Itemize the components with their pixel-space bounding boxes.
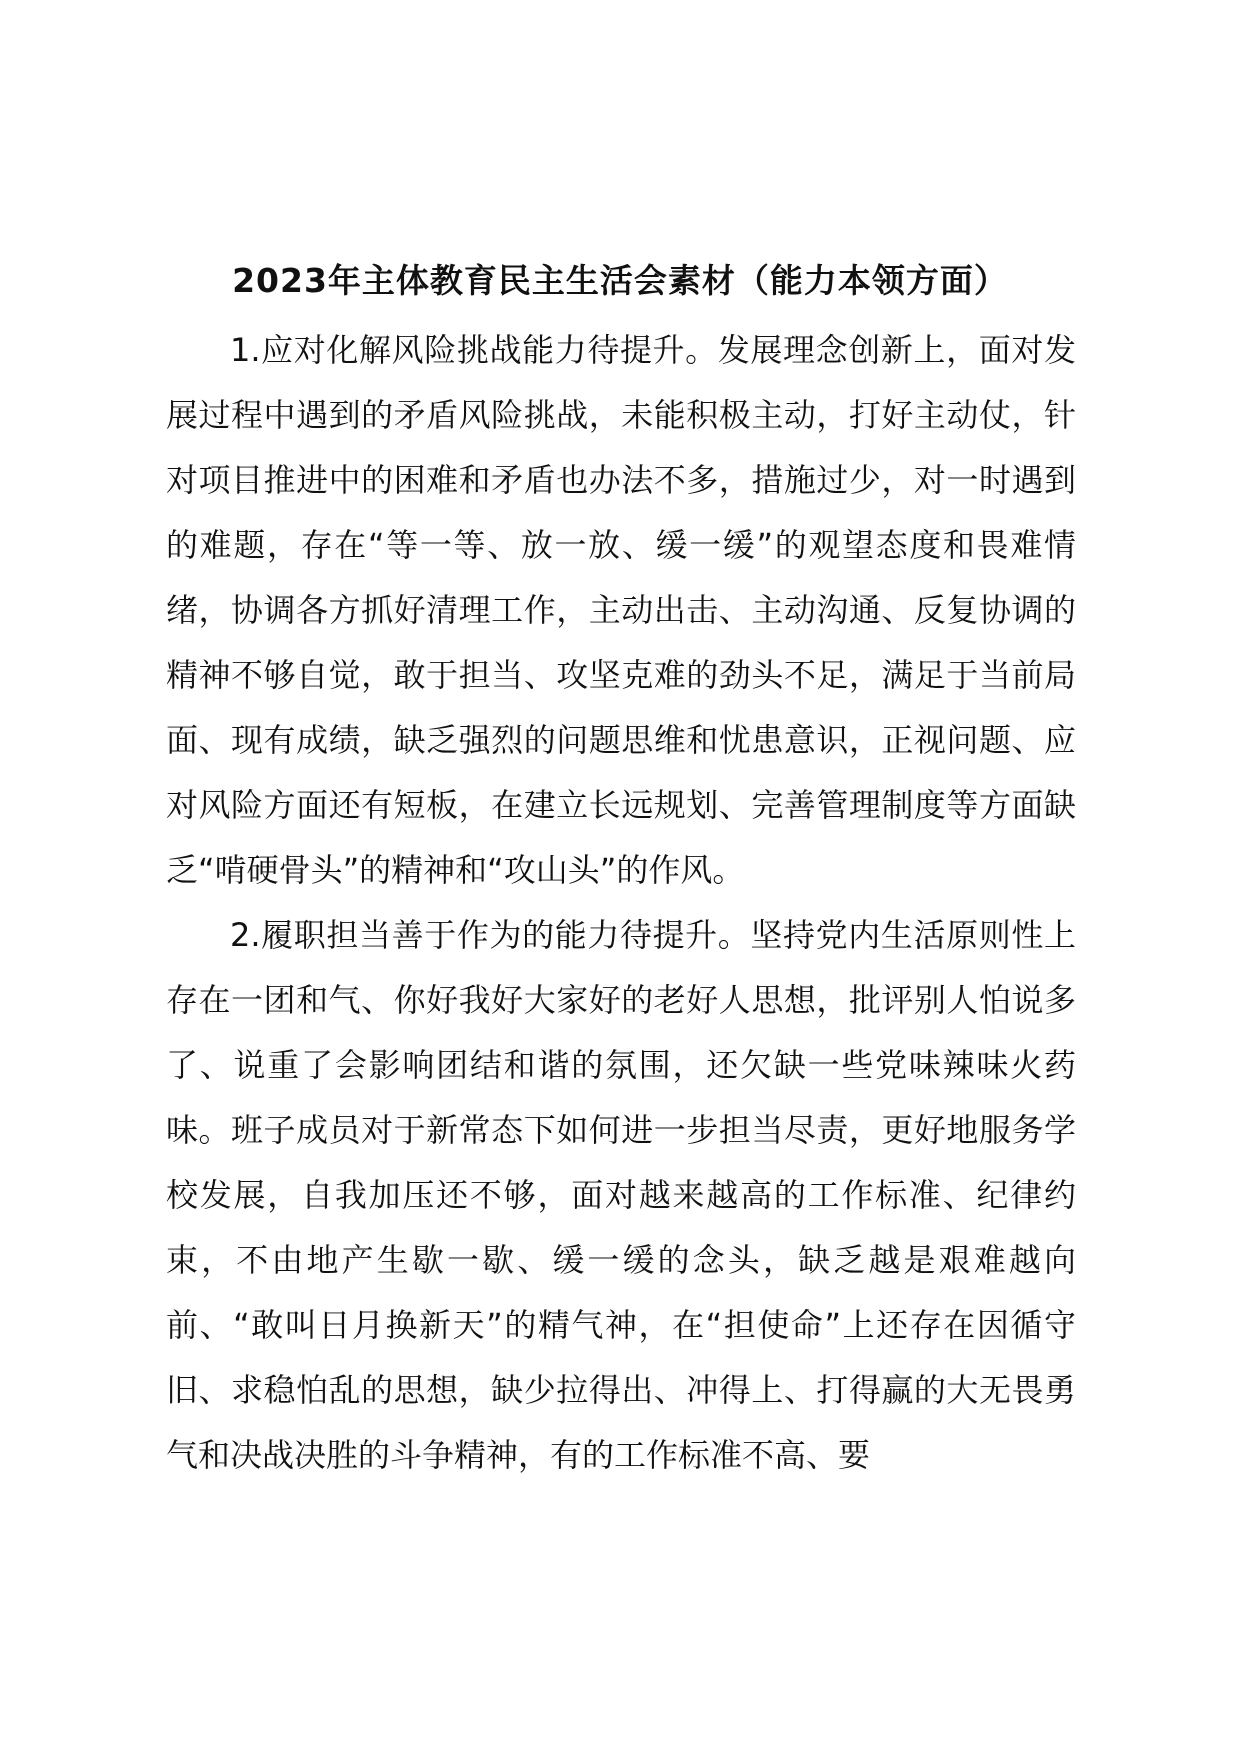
paragraph-2: 2.履职担当善于作为的能力待提升。坚持党内生活原则性上存在一团和气、你好我好大家好的老好人思想，批评别人怕说多了、说重了会影响团结和谐的氛围，还欠缺一些党味辣味火药味。班子成员对于新常态下如何进一步担当尽责，更好地服务学校发展，自我加压还不够，面对越来越高的工作标准、纪律约束，不由地产生歇一歇、缓一缓的念头，缺乏越是艰难越向前、“敢叫日月换新天”的精气神，在“担使命”上还存在因循守旧、求稳怕乱的思想，缺少拉得出、冲得上、打得赢的大无畏勇气和决战决胜的斗争精神，有的工作标准不高、要	[166, 916, 1076, 1474]
document-title: 2023年主体教育民主生活会素材（能力本领方面）	[232, 261, 1008, 300]
paragraph-1: 1.应对化解风险挑战能力待提升。发展理念创新上，面对发展过程中遇到的矛盾风险挑战，未能积极主动，打好主动仗，针对项目推进中的困难和矛盾也办法不多，措施过少，对一时遇到的难题，存在“等一等、放一放、缓一缓”的观望态度和畏难情绪，协调各方抓好清理工作，主动出击、主动沟通、反复协调的精神不够自觉，敢于担当、攻坚克难的劲头不足，满足于当前局面、现有成绩，缺乏强烈的问题思维和忧患意识，正视问题、应对风险方面还有短板，在建立长远规划、完善管理制度等方面缺乏“啃硬骨头”的精神和“攻山头”的作风。	[166, 331, 1076, 889]
document-body	[166, 318, 1076, 1488]
